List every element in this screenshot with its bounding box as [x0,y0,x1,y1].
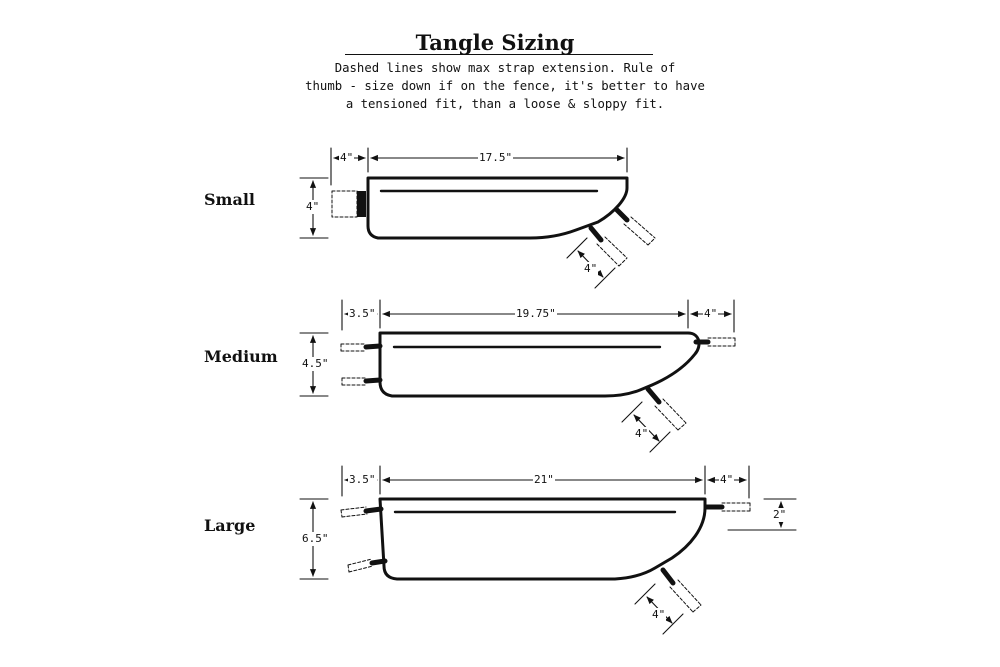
large-height-label: 6.5" [302,532,329,545]
large-bag-group [300,466,796,634]
large-rear-strap-top-extension [341,507,367,517]
small-front-strap [617,210,627,220]
large-front-strap-extension [722,503,750,511]
large-rear-strap-bottom-extension [348,559,373,572]
small-down-tick-a [567,238,587,258]
medium-front-strap-label: 4" [704,307,718,320]
large-rear-strap-bottom [372,561,385,563]
small-length-label: 17.5" [479,151,513,164]
subtitle-line: Dashed lines show max strap extension. Rule of [334,61,676,75]
medium-rear-strap-bottom [366,380,380,381]
subtitle-line: a tensioned fit, than a loose & sloppy fit. [345,97,665,111]
large-spacing-label: 2" [773,508,787,521]
medium-rear-strap-top [366,346,380,347]
medium-front-strap-extension [708,338,735,346]
large-down-strap-label: 4" [652,608,666,621]
small-rear-strap-extension [332,191,357,217]
size-label-large: Large [204,516,256,535]
small-rear-strap [357,191,366,217]
large-rear-strap-top [366,509,381,511]
medium-rear-strap-label: 3.5" [349,307,376,320]
small-down-strap [591,228,601,240]
small-height-label: 4" [306,200,320,213]
large-down-strap [663,570,673,583]
medium-bag-group [300,300,735,452]
large-length-label: 21" [534,473,554,486]
medium-bag-outline [380,333,699,396]
diagram-title: Tangle Sizing [415,30,575,55]
small-bag-outline [368,178,627,238]
medium-rear-strap-bottom-extension [342,378,366,385]
large-down-tick-a [635,584,655,604]
medium-down-strap [648,389,659,402]
small-bag-group [300,148,655,288]
medium-down-tick-a [622,402,642,422]
large-front-strap-label: 4" [720,473,734,486]
large-rear-strap-label: 3.5" [349,473,376,486]
medium-length-label: 19.75" [516,307,556,320]
size-label-medium: Medium [204,347,278,366]
medium-down-strap-label: 4" [635,427,649,440]
small-rear-strap-label: 4" [340,151,354,164]
small-down-strap-label: 4" [584,262,598,275]
medium-rear-strap-top-extension [341,344,366,351]
medium-height-label: 4.5" [302,357,329,370]
subtitle-line: thumb - size down if on the fence, it's better to have [305,79,705,93]
size-label-small: Small [204,190,256,209]
